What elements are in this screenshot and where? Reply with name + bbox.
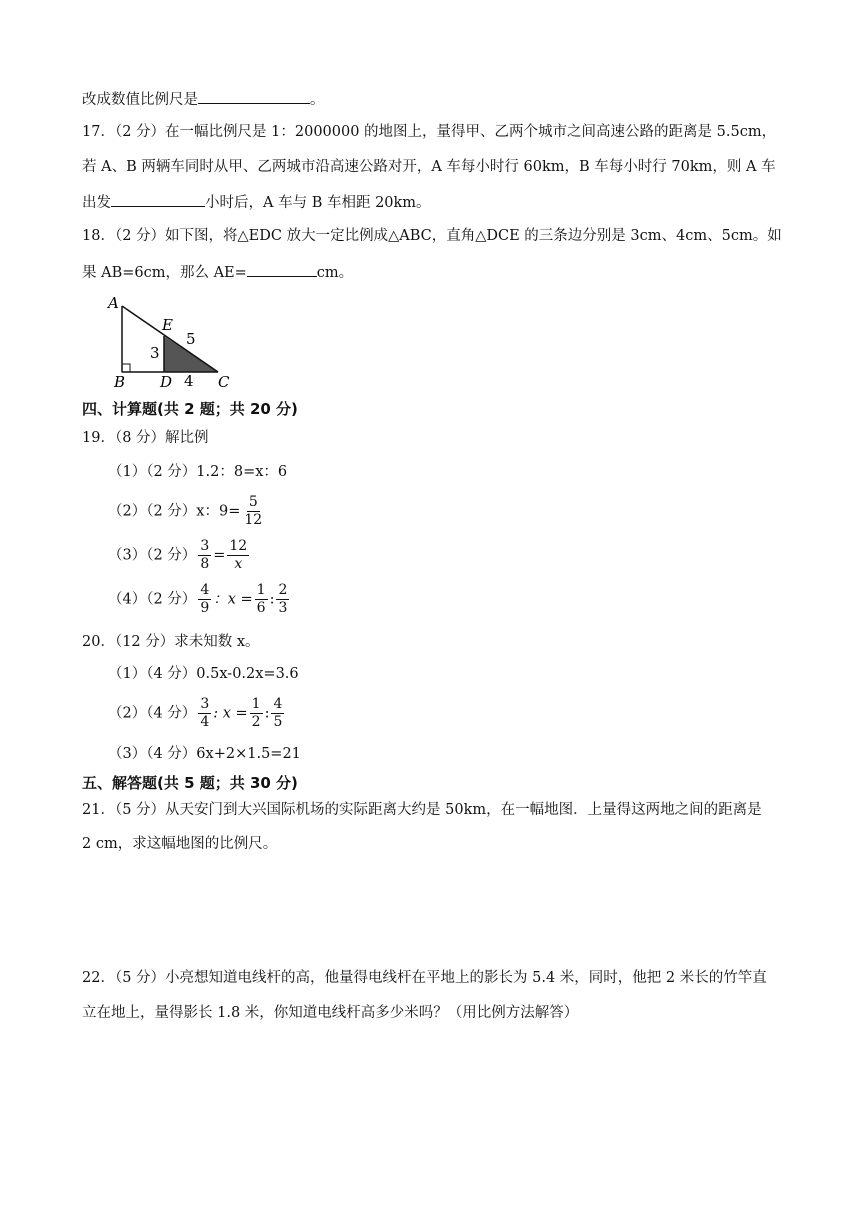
q18-line2: 果 AB=6cm，那么 AE= cm。: [82, 261, 353, 283]
q16-tail: 改成数值比例尺是 。: [82, 88, 325, 110]
q20-part2: （2）（4 分） $\frac{3}{4}$ : x = $\frac{1}{2}$ : $\frac{4}{5}$: [108, 696, 283, 730]
right-angle-mark: [122, 364, 130, 372]
label-d: D: [160, 373, 173, 388]
answer-blank[interactable]: [111, 191, 205, 207]
q20-part1: （1）（4 分）0.5x-0.2x=3.6: [108, 666, 299, 682]
q22-line1: 22．（5 分）小亮想知道电线杆的高，他量得电线杆在平地上的影长为 5.4 米，同时，他把 2 米长的竹竿直: [82, 970, 767, 986]
label-de-length: 3: [150, 344, 160, 362]
fraction: $\frac{3}{4}$: [200, 696, 210, 730]
fraction: $\frac{12}{x}$: [229, 538, 248, 572]
label-c: C: [218, 373, 230, 388]
label-dc-length: 4: [184, 372, 194, 388]
q17-line1: 17．（2 分）在一幅比例尺是 1：2000000 的地图上，量得甲、乙两个城市之间高速公路的距离是 5.5cm，: [82, 124, 777, 140]
q19-part1: （1）（2 分）1.2：8=x：6: [108, 464, 288, 480]
fraction: $\frac{2}{3}$: [278, 582, 288, 616]
fraction: $\frac{3}{8}$: [200, 538, 210, 572]
triangle-figure: [100, 292, 240, 388]
q19-part3: （3）（2 分） $\frac{3}{8}$ = $\frac{12}{x}$: [108, 538, 248, 572]
q20-title: 20．（12 分）求未知数 x。: [82, 634, 260, 650]
fraction: $\frac{1}{2}$: [251, 696, 261, 730]
label-a: A: [108, 294, 119, 312]
answer-blank[interactable]: [198, 88, 310, 104]
q21-line2: 2 cm，求这幅地图的比例尺。: [82, 836, 278, 852]
fraction: $\frac{4}{5}$: [273, 696, 283, 730]
q19-title: 19．（8 分）解比例: [82, 430, 209, 446]
q19-part2: （2）（2 分）x：9= $\frac{5}{12}$: [108, 494, 263, 528]
label-e: E: [162, 316, 173, 334]
fraction: $\frac{4}{9}$: [200, 582, 210, 616]
q19-part4: （4）（2 分） $\frac{4}{9}$ ：x = $\frac{1}{6}$ : $\frac{2}{3}$: [108, 582, 288, 616]
fraction: $\frac{5}{12}$: [244, 494, 263, 528]
q17-line3: 出发 小时后，A 车与 B 车相距 20km。: [82, 191, 431, 213]
label-ec-length: 5: [186, 330, 196, 348]
section4-heading: 四、计算题(共 2 题；共 20 分): [82, 400, 298, 418]
label-b: B: [114, 373, 126, 388]
q20-part3: （3）（4 分）6x+2×1.5=21: [108, 746, 301, 762]
fraction: $\frac{1}{6}$: [256, 582, 266, 616]
section5-heading: 五、解答题(共 5 题；共 30 分): [82, 774, 298, 792]
q22-line2: 立在地上，量得影长 1.8 米，你知道电线杆高多少米吗？（用比例方法解答）: [82, 1005, 579, 1021]
answer-blank[interactable]: [247, 261, 317, 277]
q17-line2: 若 A、B 两辆车同时从甲、乙两城市沿高速公路对开，A 车每小时行 60km，B 车每小时行 70km，则 A 车: [82, 159, 776, 175]
q18-line1: 18．（2 分）如下图，将△EDC 放大一定比例成△ABC，直角△DCE 的三条边分别是 3cm、4cm、5cm。如: [82, 228, 782, 244]
q21-line1: 21．（5 分）从天安门到大兴国际机场的实际距离大约是 50km，在一幅地图．上量得这两地之间的距离是: [82, 802, 762, 818]
